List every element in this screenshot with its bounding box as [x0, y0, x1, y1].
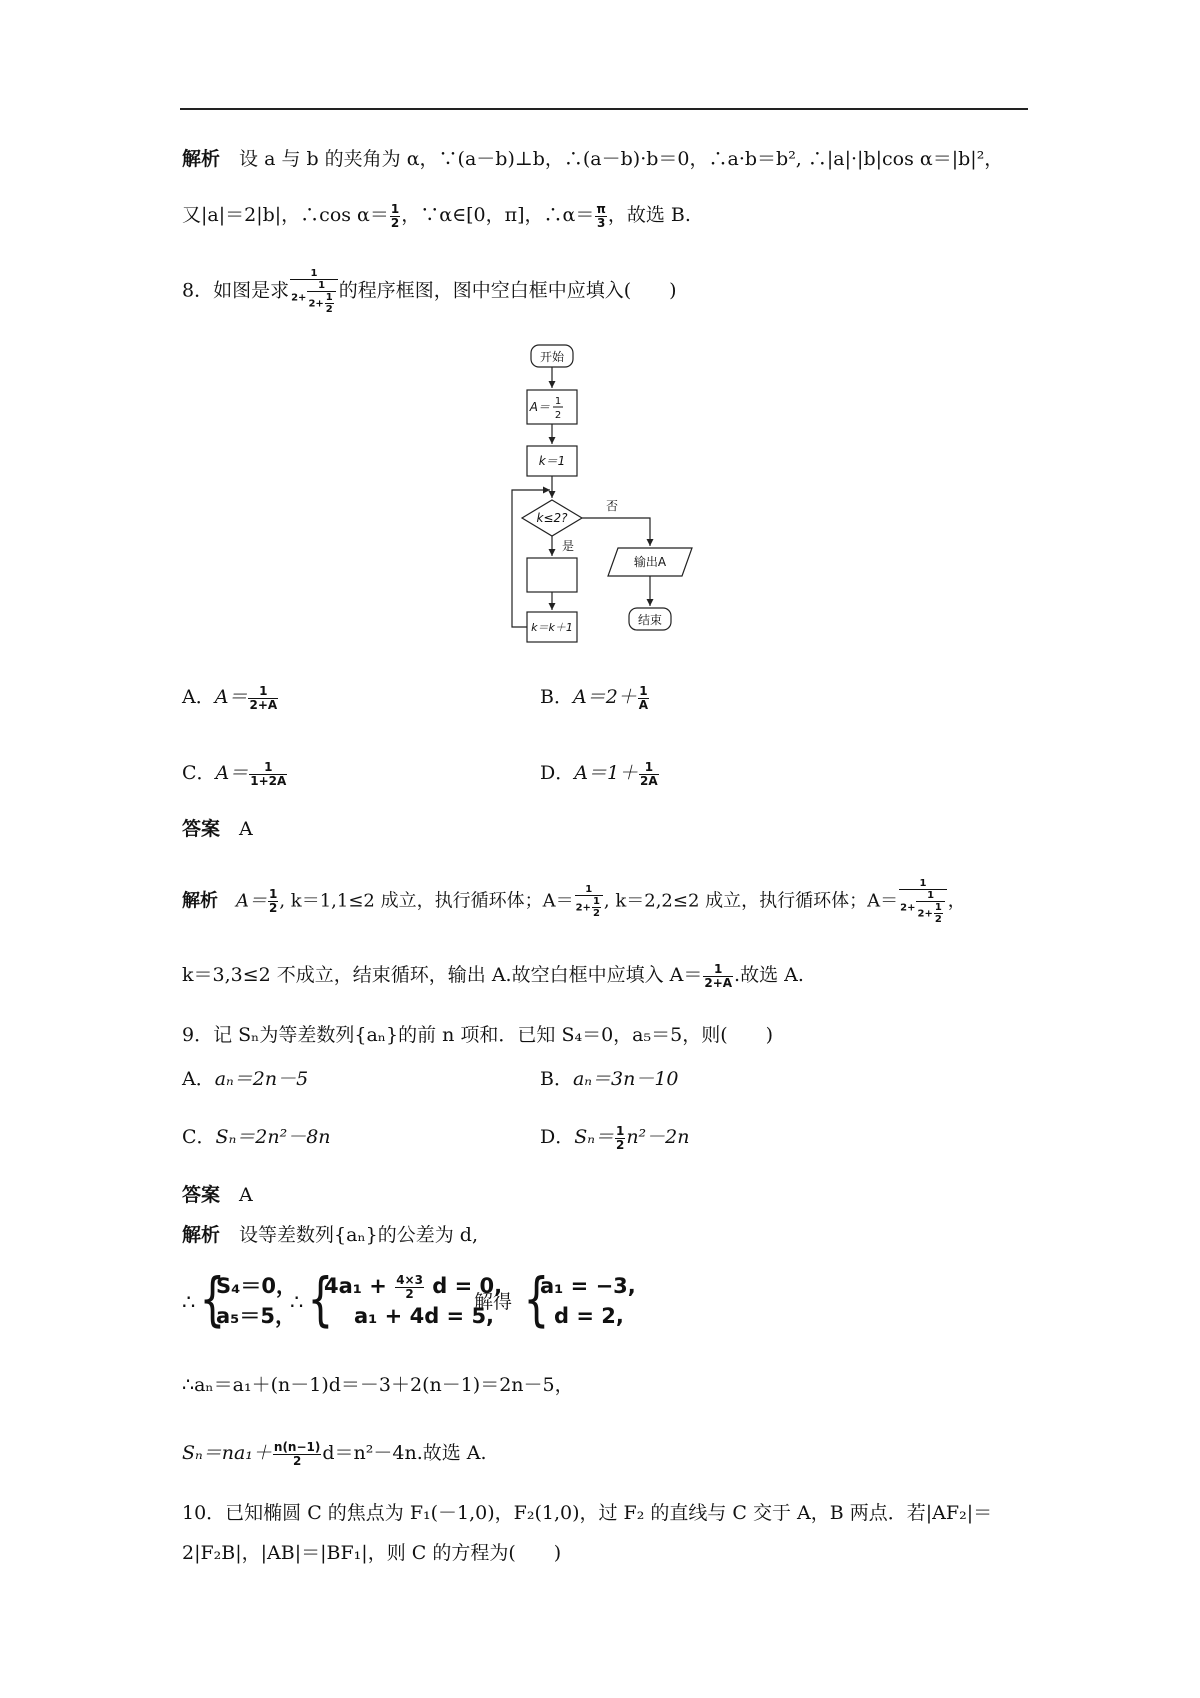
frac-den: 2	[390, 215, 400, 230]
frac-den: 2+A	[249, 697, 278, 712]
fraction	[638, 685, 649, 712]
inner-fraction	[307, 280, 335, 315]
q9-answer	[182, 1182, 253, 1208]
sys3-row1: a₁ = −3,	[540, 1274, 636, 1298]
frac-den: 2	[934, 914, 942, 925]
frac-num: 1	[592, 896, 600, 907]
option-label: B．	[540, 1068, 573, 1090]
jiexi-label: 解析	[182, 890, 218, 912]
frac-num: 1	[639, 683, 648, 698]
option-text: aₙ＝3n－10	[572, 1068, 679, 1090]
sys3-row2: d = 2,	[554, 1304, 624, 1328]
sys2-text: d = 0,	[432, 1274, 503, 1298]
end-label: 结束	[637, 613, 663, 627]
jiexi-text: A＝	[236, 890, 267, 912]
frac-num: 1	[325, 292, 333, 303]
q7-line2-post: ，故选 B.	[607, 204, 691, 226]
q9-stem: 9．记 Sₙ为等差数列{aₙ}的前 n 项和．已知 S₄＝0，a₅＝5，则( )	[182, 1024, 774, 1046]
frac-den	[290, 279, 338, 315]
continued-fraction	[899, 878, 947, 925]
jiexi-text: 设等差数列{aₙ}的公差为 d,	[239, 1224, 478, 1246]
frac-den: 2	[325, 304, 333, 315]
frac-num: 1	[318, 280, 326, 291]
therefore-symbol: ∴	[290, 1290, 304, 1314]
sn-text: d＝n²－4n.故选 A.	[322, 1442, 487, 1464]
frac-den	[899, 889, 947, 925]
option-text: A＝	[215, 762, 249, 784]
start-label: 开始	[539, 350, 565, 364]
no-label: 否	[605, 499, 619, 513]
fraction	[390, 203, 400, 230]
inner-fraction	[592, 896, 601, 919]
fraction	[273, 1441, 321, 1468]
frac-num: 1	[264, 759, 273, 774]
continued-fraction	[290, 268, 338, 315]
inner-fraction	[916, 890, 944, 925]
frac-den: 2A	[640, 773, 658, 788]
brace: {	[523, 1265, 550, 1333]
frac-den: 3	[596, 215, 606, 230]
q8-option-d	[540, 760, 660, 788]
frac-den: 2+A	[704, 975, 733, 990]
q10-stem-line2: 2|F₂B|，|AB|＝|BF₁|，则 C 的方程为( )	[182, 1542, 562, 1564]
condition-label: k≤2?	[536, 511, 568, 525]
equation-systems	[182, 1265, 702, 1334]
q9-option-b	[540, 1066, 679, 1092]
frac-num: n(n−1)	[273, 1439, 321, 1454]
header-rule	[180, 108, 1028, 110]
q9-line-sn	[182, 1440, 487, 1468]
q8-stem	[182, 268, 677, 315]
q7-line2-mid: ，∵α∈[0，π]，∴α＝	[401, 204, 595, 226]
increment-label: k＝k＋1	[531, 621, 573, 634]
q7-line2-pre: 又|a|＝2|b|，∴cos α＝	[182, 204, 389, 226]
fraction	[595, 203, 607, 230]
frac-num: 1	[269, 887, 278, 901]
frac-den-pre: 2+	[900, 902, 916, 914]
option-text: A＝1＋	[574, 762, 639, 784]
q8-stem-post: 的程序框图，图中空白框中应填入( )	[338, 279, 677, 302]
option-label: B．	[540, 686, 573, 708]
inner-fraction-2	[934, 902, 943, 925]
option-text: n²－2n	[626, 1126, 690, 1148]
frac-den: 2	[273, 1454, 321, 1468]
frac-den: 1+2A	[250, 773, 287, 788]
q10-stem-line1: 10．已知椭圆 C 的焦点为 F₁(－1,0)，F₂(1,0)，过 F₂ 的直线与 C 交于 A，B 两点．若|AF₂|＝	[182, 1502, 993, 1524]
option-label: C．	[182, 1126, 216, 1148]
q9-option-a	[182, 1066, 308, 1092]
q8-option-c	[182, 760, 288, 788]
q8-jiexi-line2	[182, 962, 804, 990]
jiexi-label: 解析	[182, 1224, 221, 1246]
answer-label: 答案	[182, 1184, 221, 1206]
q8-answer	[182, 816, 253, 842]
jiexi-text: ，	[947, 890, 966, 912]
brace: {	[199, 1265, 226, 1333]
fraction	[703, 963, 733, 990]
q9-option-c	[182, 1124, 331, 1150]
frac-den: 2	[592, 908, 600, 919]
sys2-text: 4a₁ +	[324, 1274, 387, 1298]
frac-den-pre: 2+	[917, 908, 933, 920]
q8-option-b	[540, 684, 650, 712]
sys2-row2: a₁ + 4d = 5,	[354, 1304, 495, 1328]
fraction	[575, 884, 603, 919]
frac-num: 1	[310, 268, 318, 279]
answer-label: 答案	[182, 818, 221, 840]
option-text: A＝2＋	[572, 686, 637, 708]
option-label: A．	[182, 686, 215, 708]
frac-num: 1	[585, 884, 593, 895]
frac-den-pre: 2+	[575, 902, 591, 914]
sys1-row1: S₄＝0，	[216, 1274, 297, 1298]
option-text: Sₙ＝	[574, 1126, 614, 1148]
fraction	[639, 761, 659, 788]
q8-option-a	[182, 684, 279, 712]
inner-fraction-2	[325, 292, 334, 315]
output-label: 输出A	[633, 555, 667, 569]
fraction	[615, 1125, 625, 1152]
frac-den: A	[638, 697, 649, 712]
jiexi-text: , k＝2,2≤2 成立，执行循环体；A＝	[603, 890, 899, 912]
frac-den	[575, 895, 603, 919]
frac-den-pre: 2+	[291, 292, 307, 304]
sys1-row2: a₅＝5，	[216, 1304, 296, 1328]
frac-num: 1	[934, 902, 942, 913]
jiexi-text: .故选 A.	[734, 964, 804, 986]
fraction	[395, 1274, 424, 1301]
therefore-symbol: ∴	[182, 1290, 196, 1314]
brace: {	[307, 1265, 334, 1333]
option-text: A＝	[214, 686, 248, 708]
frac-num: π	[596, 201, 606, 216]
frac-num: 1	[259, 683, 268, 698]
frac-den	[916, 901, 944, 925]
init-k-label: k＝1	[538, 454, 566, 468]
option-label: D．	[540, 762, 575, 784]
q7-jiexi-text1: 设 a 与 b 的夹角为 α，∵(a－b)⊥b，∴(a－b)·b＝0，∴a·b＝b², ∴|a|·|b|cos α＝|b|²，	[239, 148, 1004, 170]
q8-jiexi-line1	[182, 878, 966, 925]
option-text: aₙ＝2n－5	[214, 1068, 309, 1090]
q7-jiexi-line2	[182, 202, 691, 230]
sn-text: Sₙ＝na₁＋	[182, 1442, 272, 1464]
option-label: D．	[540, 1126, 575, 1148]
jiexi-label: 解析	[182, 148, 221, 170]
q9-jiexi-line1	[182, 1222, 478, 1248]
frac-num: 1	[390, 201, 400, 216]
fraction	[249, 761, 287, 788]
q7-jiexi-line1	[182, 146, 1003, 172]
yes-label: 是	[561, 539, 575, 553]
frac-den: 2	[615, 1137, 625, 1152]
q8-stem-pre: 8．如图是求	[182, 279, 290, 302]
q9-option-d	[540, 1124, 690, 1152]
q9-line-an: ∴aₙ＝a₁＋(n－1)d＝－3＋2(n－1)＝2n－5，	[182, 1374, 574, 1396]
frac-num: 1	[615, 1123, 625, 1138]
blank-box	[527, 558, 577, 592]
init-a-den: 2	[554, 410, 562, 421]
jiexi-text: k＝3,3≤2 不成立，结束循环，输出 A.故空白框中应填入 A＝	[182, 964, 703, 986]
frac-num: 1	[927, 890, 935, 901]
flowchart	[500, 340, 710, 650]
frac-num: 1	[644, 759, 654, 774]
option-label: A．	[182, 1068, 215, 1090]
frac-num: 1	[714, 961, 723, 976]
option-text: Sₙ＝2n²－8n	[215, 1126, 331, 1148]
init-a-num: 1	[554, 396, 562, 407]
fraction	[268, 888, 278, 915]
frac-den: 2	[269, 901, 278, 915]
jiexi-text: , k＝1,1≤2 成立，执行循环体；A＝	[279, 890, 574, 912]
frac-num: 4×3	[396, 1272, 423, 1287]
frac-den: 2	[395, 1287, 424, 1301]
frac-den	[307, 291, 335, 315]
answer-value: A	[239, 818, 253, 840]
frac-num: 1	[919, 878, 927, 889]
init-a-label: A＝	[529, 400, 550, 414]
fraction	[248, 685, 278, 712]
option-label: C．	[182, 762, 216, 784]
jiede-label: 解得	[474, 1291, 513, 1313]
answer-value: A	[239, 1184, 253, 1206]
frac-den-pre: 2+	[308, 298, 324, 310]
